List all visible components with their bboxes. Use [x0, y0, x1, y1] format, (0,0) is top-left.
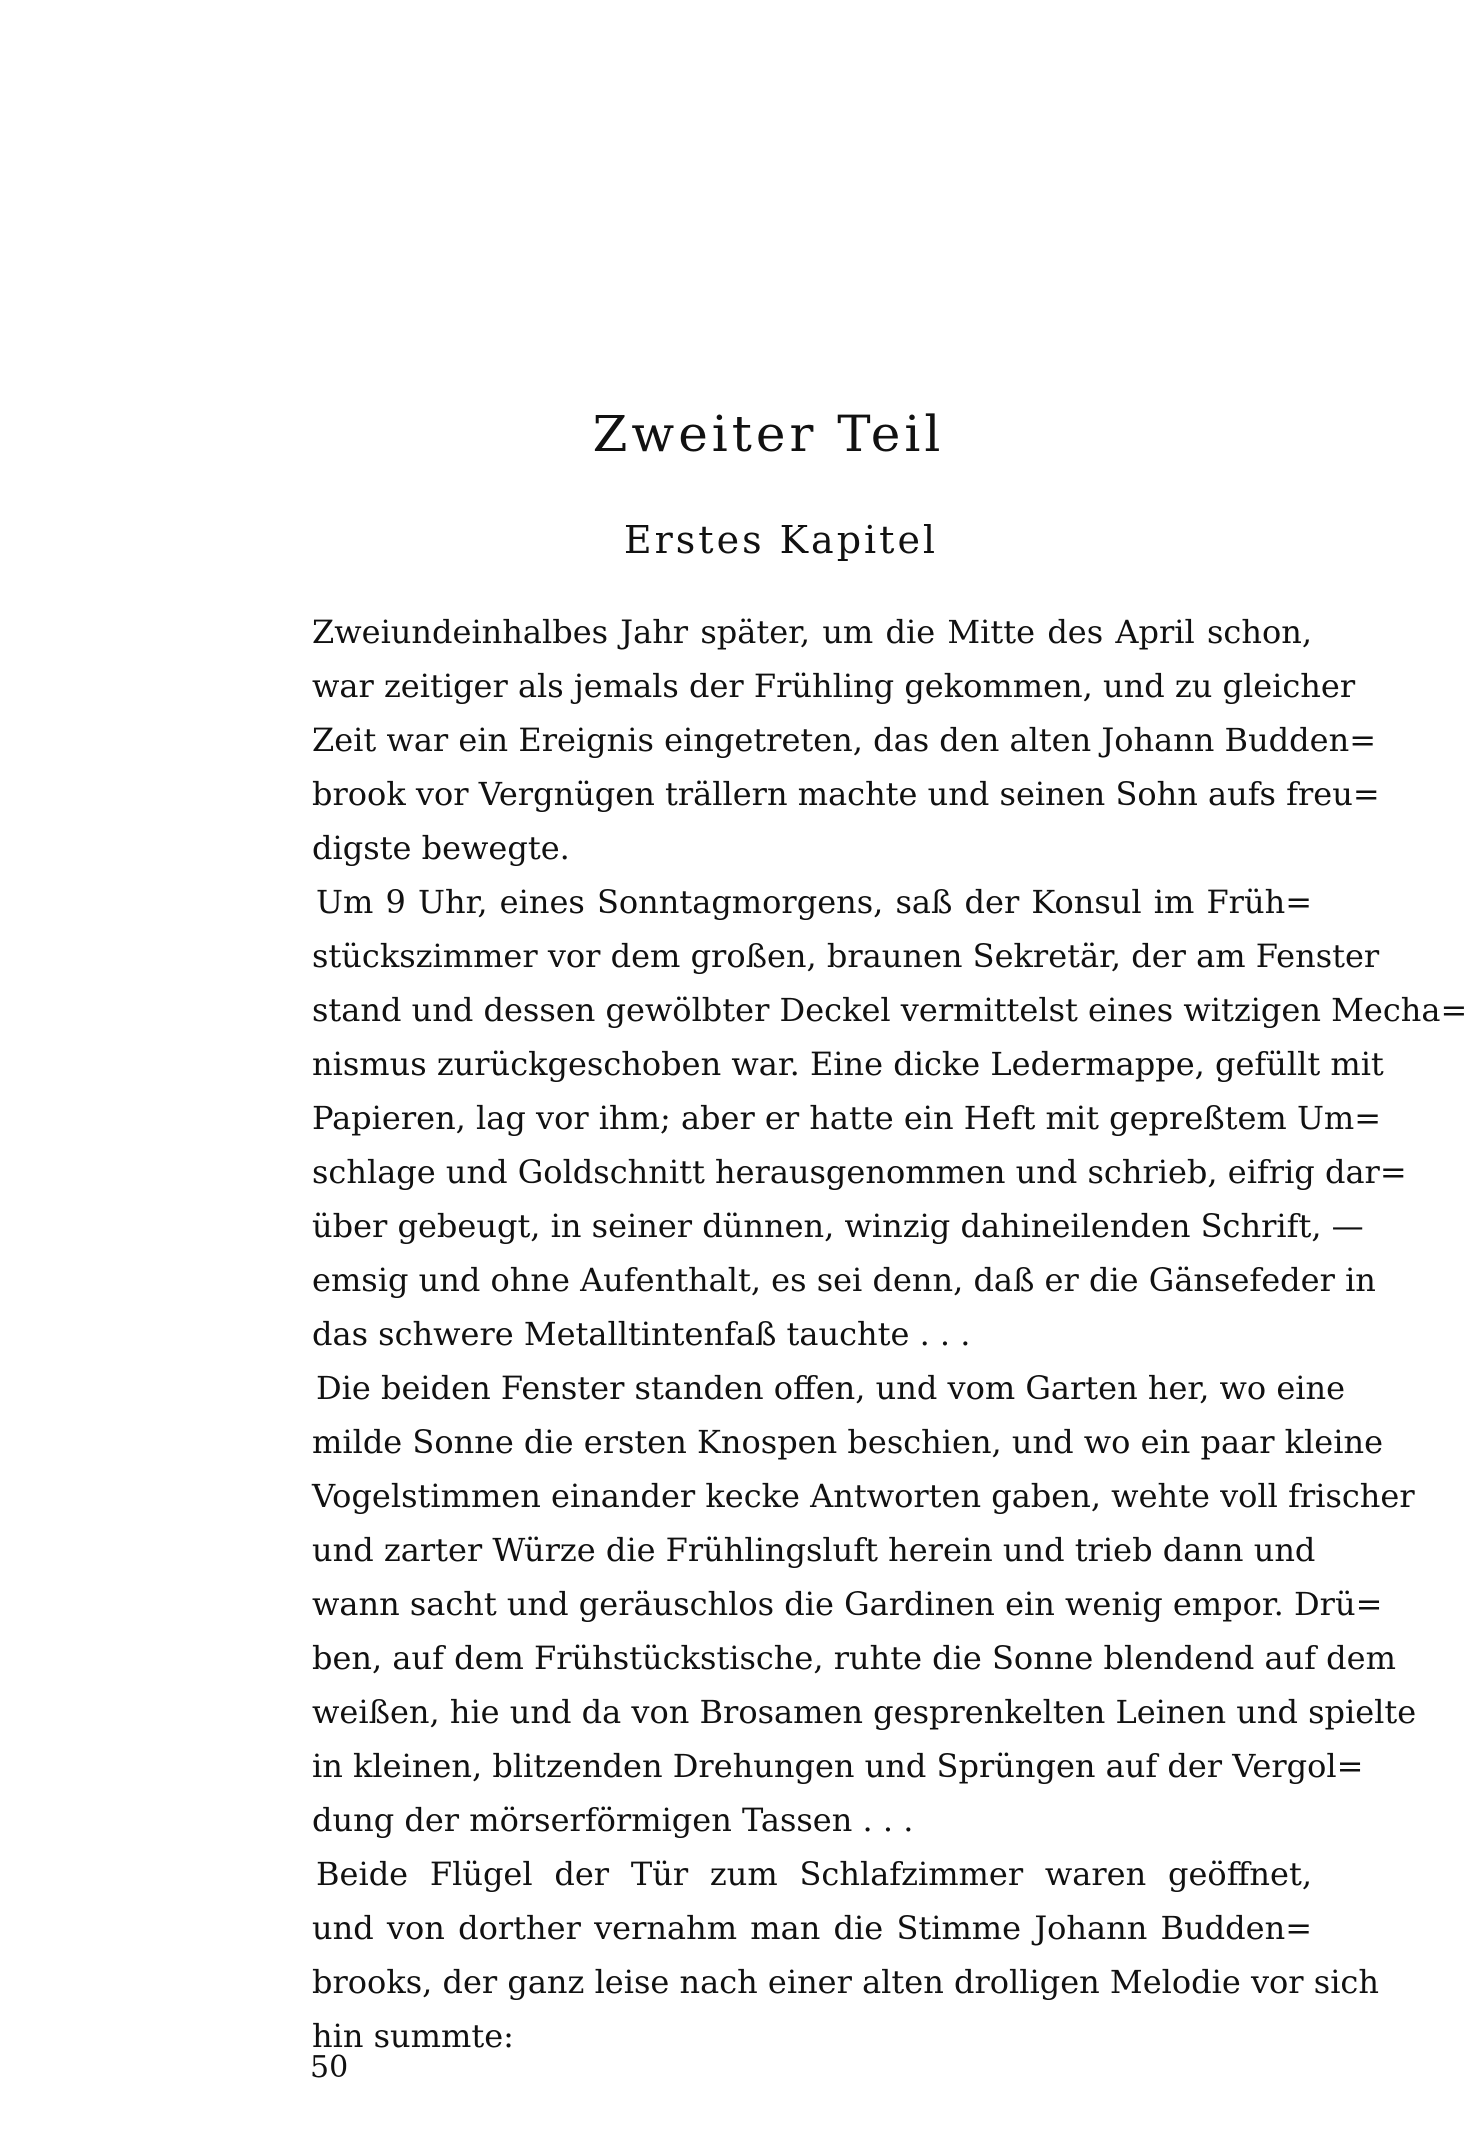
body-text — [312, 605, 1467, 2063]
text-line: dung der mörserförmigen Tassen . . . — [312, 1801, 914, 1839]
text-line: Die beiden Fenster standen offen, und vom Garten her, wo eine — [316, 1369, 1346, 1407]
text-line: schlage und Goldschnitt herausgenommen und schrieb, eifrig dar= — [312, 1153, 1407, 1191]
text-line: Um 9 Uhr, eines Sonntagmorgens, saß der Konsul im Früh= — [316, 883, 1312, 921]
text-line: Papieren, lag vor ihm; aber er hatte ein Heft mit gepreßtem Um= — [312, 1099, 1382, 1137]
text-line: wann sacht und geräuschlos die Gardinen ein wenig empor. Drü= — [312, 1585, 1383, 1623]
text-line: über gebeugt, in seiner dünnen, winzig dahineilenden Schrift, — — [312, 1207, 1364, 1245]
text-line: das schwere Metalltintenfaß tauchte . . . — [312, 1315, 971, 1353]
page-number: 50 — [310, 2050, 349, 2085]
text-line: ben, auf dem Frühstückstische, ruhte die Sonne blendend auf dem — [312, 1639, 1396, 1677]
text-line: war zeitiger als jemals der Frühling gekommen, und zu gleicher — [312, 667, 1356, 705]
text-line: Zweiundeinhalbes Jahr später, um die Mitte des April schon, — [312, 613, 1312, 651]
text-line: hin summte: — [312, 2017, 514, 2055]
chapter-title: Erstes Kapitel — [623, 518, 939, 562]
text-line: emsig und ohne Aufenthalt, es sei denn, daß er die Gänsefeder in — [312, 1261, 1376, 1299]
text-line: stückszimmer vor dem großen, braunen Sekretär, der am Fenster — [312, 937, 1380, 975]
text-line: Zeit war ein Ereignis eingetreten, das den alten Johann Budden= — [312, 721, 1376, 759]
text-line: weißen, hie und da von Brosamen gesprenkelten Leinen und spielte — [312, 1693, 1417, 1731]
text-line: Beide Flügel der Tür zum Schlafzimmer waren geöffnet, — [316, 1855, 1312, 1893]
part-title: Zweiter Teil — [592, 405, 945, 463]
text-line: digste bewegte. — [312, 829, 570, 867]
text-line: und von dorther vernahm man die Stimme Johann Budden= — [312, 1909, 1312, 1947]
text-line: nismus zurückgeschoben war. Eine dicke Ledermappe, gefüllt mit — [312, 1045, 1384, 1083]
text-line: in kleinen, blitzenden Drehungen und Sprüngen auf der Vergol= — [312, 1747, 1364, 1785]
text-line: Vogelstimmen einander kecke Antworten gaben, wehte voll frischer — [312, 1477, 1415, 1515]
text-line: und zarter Würze die Frühlingsluft herein und trieb dann und — [312, 1531, 1316, 1569]
text-line: stand und dessen gewölbter Deckel vermittelst eines witzigen Mecha= — [312, 991, 1467, 1029]
text-line: brooks, der ganz leise nach einer alten drolligen Melodie vor sich — [312, 1963, 1379, 2001]
text-line: milde Sonne die ersten Knospen beschien, und wo ein paar kleine — [312, 1423, 1383, 1461]
text-line: brook vor Vergnügen trällern machte und seinen Sohn aufs freu= — [312, 775, 1380, 813]
